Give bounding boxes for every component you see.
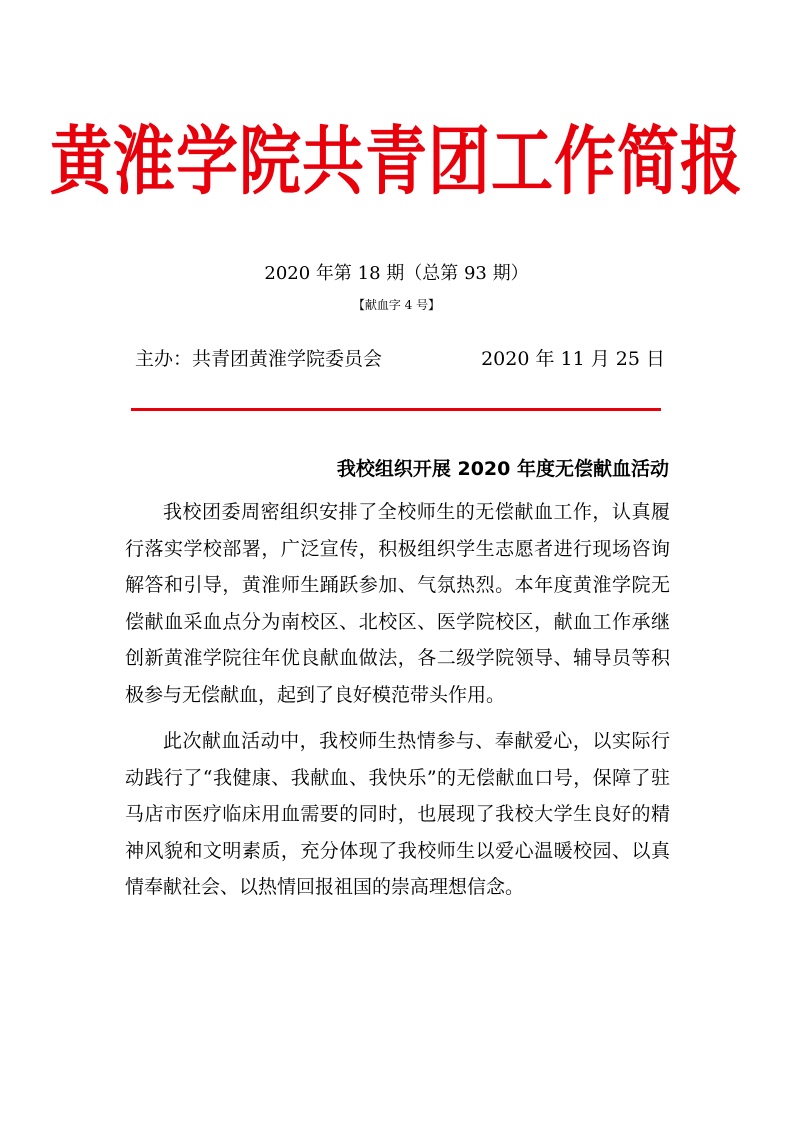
article-paragraph: 我校团委周密组织安排了全校师生的无偿献血工作，认真履行落实学校部署，广泛宣传，积极组织学生志愿者进行现场咨询解答和引导，黄淮师生踊跃参加、气氛热烈。本年度黄淮学院无偿献血采血点分为南校区、北校区、医学院校区，献血工作承继创新黄淮学院往年优良献血做法，各二级学院领导、辅导员等积极参与无偿献血，起到了良好模范带头作用。 xyxy=(125,501,670,706)
issue-date: 2020 年 11 月 25 日 xyxy=(481,348,665,370)
issue-document-number: 【献血字 4 号】 xyxy=(352,298,441,312)
red-divider xyxy=(131,408,661,411)
sponsor-line: 主办：共青团黄淮学院委员会 xyxy=(135,348,383,370)
article-body xyxy=(125,494,670,906)
masthead-title: 黄淮学院共青团工作简报 xyxy=(49,117,743,206)
article-paragraph: 此次献血活动中，我校师生热情参与、奉献爱心，以实际行动践行了“我健康、我献血、我快乐”的无偿献血口号，保障了驻马店市医疗临床用血需要的同时，也展现了我校大学生良好的精神风貌和文明素质，充分体现了我校师生以爱心温暖校园、以真情奉献社会、以热情回报祖国的崇高理想信念。 xyxy=(125,730,670,898)
issue-number: 2020 年第 18 期（总第 93 期） xyxy=(264,263,529,284)
article-title: 我校组织开展 2020 年度无偿献血活动 xyxy=(336,458,669,480)
